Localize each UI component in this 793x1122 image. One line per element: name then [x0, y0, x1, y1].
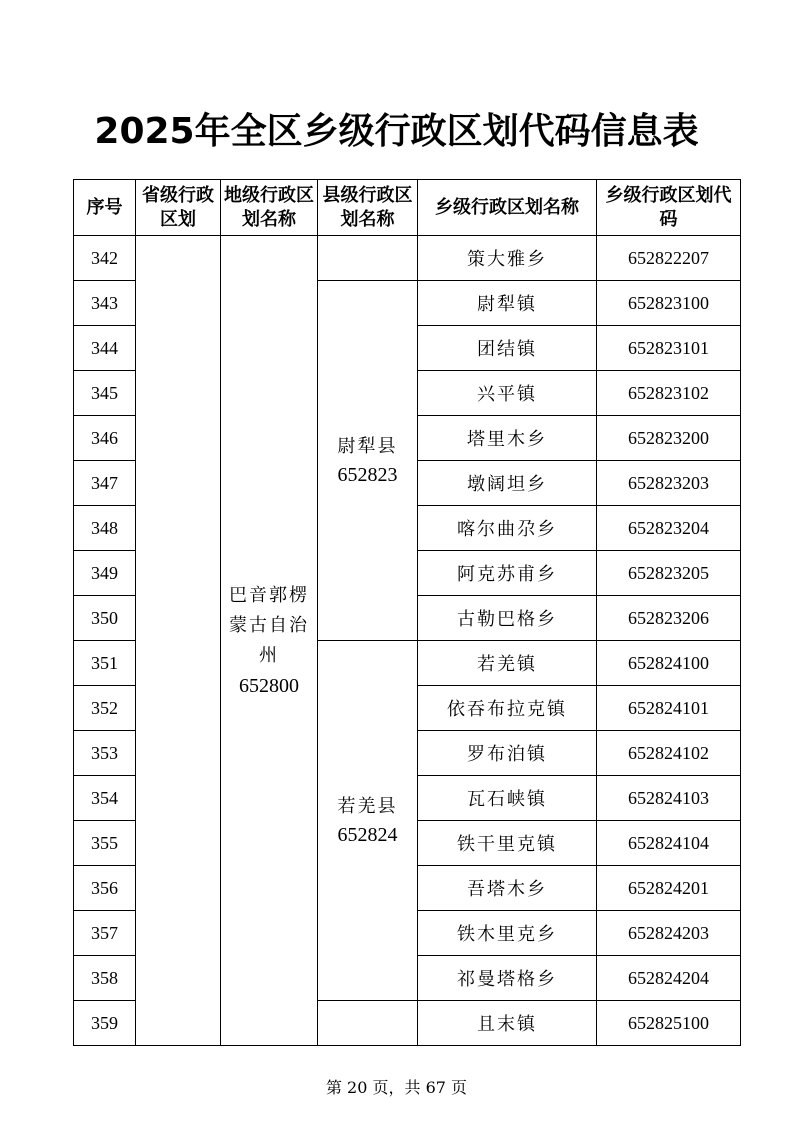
- township-code-cell: 652823206: [597, 596, 741, 641]
- seq-cell: 345: [74, 371, 136, 416]
- township-code-cell: 652825100: [597, 1001, 741, 1046]
- township-name-cell: 铁木里克乡: [418, 911, 597, 956]
- township-code-cell: 652823101: [597, 326, 741, 371]
- document-title: 2025年全区乡级行政区划代码信息表: [94, 111, 699, 152]
- township-name-cell: 团结镇: [418, 326, 597, 371]
- township-name-cell: 且末镇: [418, 1001, 597, 1046]
- seq-cell: 355: [74, 821, 136, 866]
- township-name-cell: 墩阔坦乡: [418, 461, 597, 506]
- township-code-cell: 652824103: [597, 776, 741, 821]
- header-code: 乡级行政区划代码: [597, 180, 741, 236]
- seq-cell: 352: [74, 686, 136, 731]
- township-name-cell: 依吞布拉克镇: [418, 686, 597, 731]
- township-code-cell: 652824104: [597, 821, 741, 866]
- table-header-row: [74, 180, 741, 236]
- township-name-cell: 尉犁镇: [418, 281, 597, 326]
- seq-cell: 357: [74, 911, 136, 956]
- township-name-cell: 阿克苏甫乡: [418, 551, 597, 596]
- township-name-cell: 祁曼塔格乡: [418, 956, 597, 1001]
- header-township: 乡级行政区划名称: [418, 180, 597, 236]
- township-code-cell: 652823205: [597, 551, 741, 596]
- prefecture-cell: [221, 236, 318, 1046]
- township-code-cell: 652824203: [597, 911, 741, 956]
- table-row: [74, 236, 741, 281]
- township-name-cell: 策大雅乡: [418, 236, 597, 281]
- township-code-cell: 652824201: [597, 866, 741, 911]
- township-name-cell: 罗布泊镇: [418, 731, 597, 776]
- county-code: 652823: [337, 463, 398, 486]
- header-seq: 序号: [74, 180, 136, 236]
- township-name-cell: 瓦石峡镇: [418, 776, 597, 821]
- township-code-cell: 652824204: [597, 956, 741, 1001]
- township-code-cell: 652822207: [597, 236, 741, 281]
- township-code-cell: 652824100: [597, 641, 741, 686]
- prefecture-name: 巴音郭楞蒙古自治州: [229, 584, 309, 666]
- township-code-cell: 652823203: [597, 461, 741, 506]
- county-cell-weili: [318, 281, 418, 641]
- township-name-cell: 铁干里克镇: [418, 821, 597, 866]
- county-name: 尉犁县: [337, 435, 398, 457]
- county-code: 652824: [337, 823, 398, 846]
- township-code-table: [73, 179, 741, 1046]
- county-cell-empty: [318, 236, 418, 281]
- header-county: 县级行政区划名称: [318, 180, 418, 236]
- seq-cell: 349: [74, 551, 136, 596]
- township-code-cell: 652823200: [597, 416, 741, 461]
- seq-cell: 353: [74, 731, 136, 776]
- seq-cell: 348: [74, 506, 136, 551]
- header-province: 省级行政区划: [136, 180, 221, 236]
- township-name-cell: 喀尔曲尕乡: [418, 506, 597, 551]
- township-code-cell: 652824102: [597, 731, 741, 776]
- township-name-cell: 若羌镇: [418, 641, 597, 686]
- seq-cell: 346: [74, 416, 136, 461]
- page-footer: 第 20 页，共 67 页: [325, 1078, 468, 1097]
- header-prefecture: 地级行政区划名称: [221, 180, 318, 236]
- prefecture-code: 652800: [239, 674, 299, 697]
- county-name: 若羌县: [337, 795, 398, 817]
- seq-cell: 342: [74, 236, 136, 281]
- township-name-cell: 兴平镇: [418, 371, 597, 416]
- seq-cell: 356: [74, 866, 136, 911]
- seq-cell: 350: [74, 596, 136, 641]
- seq-cell: 354: [74, 776, 136, 821]
- seq-cell: 359: [74, 1001, 136, 1046]
- township-name-cell: 古勒巴格乡: [418, 596, 597, 641]
- township-code-cell: 652824101: [597, 686, 741, 731]
- seq-cell: 344: [74, 326, 136, 371]
- township-code-cell: 652823100: [597, 281, 741, 326]
- township-name-cell: 塔里木乡: [418, 416, 597, 461]
- seq-cell: 351: [74, 641, 136, 686]
- township-name-cell: 吾塔木乡: [418, 866, 597, 911]
- township-code-cell: 652823102: [597, 371, 741, 416]
- seq-cell: 343: [74, 281, 136, 326]
- seq-cell: 358: [74, 956, 136, 1001]
- county-cell-empty: [318, 1001, 418, 1046]
- township-code-cell: 652823204: [597, 506, 741, 551]
- province-cell: [136, 236, 221, 1046]
- county-cell-ruoqiang: [318, 641, 418, 1001]
- seq-cell: 347: [74, 461, 136, 506]
